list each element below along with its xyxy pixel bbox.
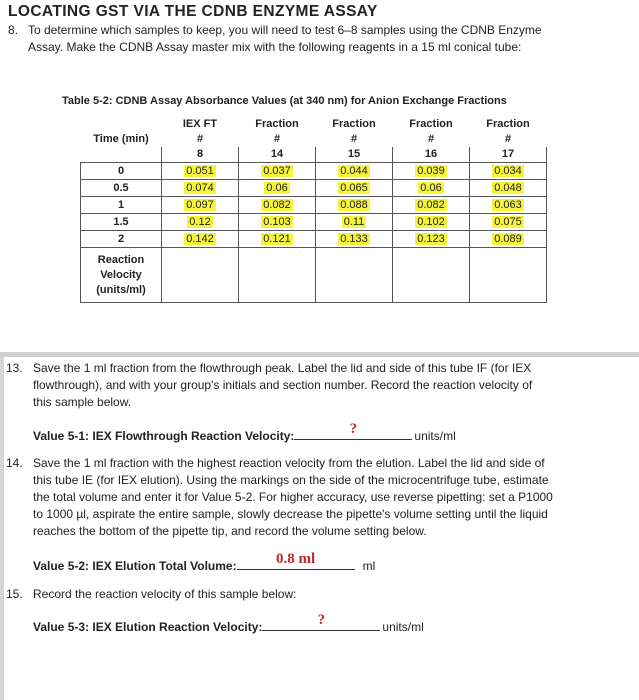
step-text-line: Save the 1 ml fraction with the highest reaction velocity from the elution. Label the lid and side of [33,456,545,470]
absorbance-value: 0.06 [420,182,442,194]
absorbance-value: 0.039 [417,165,445,177]
absorbance-value: 0.082 [417,199,445,211]
absorbance-value: 0.051 [186,165,214,177]
unit-label: units/ml [382,620,424,634]
step-14 [6,455,634,540]
step-text-line: To determine which samples to keep, you will need to test 6–8 samples using the CDNB Enzyme [28,23,542,37]
section-heading: LOCATING GST VIA THE CDNB ENZYME ASSAY [8,3,378,20]
elution-volume-field[interactable] [237,551,355,570]
step-number: 13. [6,361,23,375]
column-header: Fraction [486,118,530,130]
absorbance-value: 0.044 [340,165,368,177]
time-cell: 0 [81,163,162,180]
step-text-line: to 1000 µl, aspirate the entire sample, slowly decrease the pipette's volume setting until the liquid [33,507,548,521]
column-header: IEX FT [182,118,218,130]
absorbance-value: 0.12 [189,216,211,228]
absorbance-value: 0.075 [494,216,522,228]
flowthrough-velocity-field[interactable] [294,421,412,440]
absorbance-value: 0.133 [340,233,368,245]
table-row [81,231,547,248]
step-15 [6,586,634,603]
unit-label: units/ml [414,429,456,443]
absorbance-value: 0.142 [186,233,214,245]
velocity-cell[interactable] [316,248,393,303]
absorbance-value: 0.123 [417,233,445,245]
velocity-cell[interactable] [162,248,239,303]
column-header: 15 [316,147,393,163]
step-text-line: the total volume and enter it for Value 5-2. For higher accuracy, use reverse pipetting: set a P1000 [33,490,553,504]
column-header: Fraction [409,118,453,130]
absorbance-value: 0.097 [186,199,214,211]
velocity-cell[interactable] [239,248,316,303]
absorbance-value: 0.063 [494,199,522,211]
time-cell: 1 [81,197,162,214]
column-header: # [273,133,281,145]
answer-text: 0.8 ml [276,551,316,567]
absorbance-value: 0.103 [263,216,291,228]
column-header: # [504,133,512,145]
absorbance-value: 0.089 [494,233,522,245]
table-title: Table 5-2: CDNB Assay Absorbance Values (at 340 nm) for Anion Exchange Fractions [62,95,507,107]
velocity-cell[interactable] [393,248,470,303]
step-text-line: Save the 1 ml fraction from the flowthrough peak. Label the lid and side of this tube IF (for IEX [33,361,532,375]
column-header: Fraction [332,118,376,130]
value-label: Value 5-1: IEX Flowthrough Reaction Velocity: [33,429,295,443]
step-text-line: Record the reaction velocity of this sample below: [33,587,297,601]
table-row [81,197,547,214]
value-5-1-line [33,421,456,443]
column-header: 8 [162,147,239,163]
velocity-label: Reaction Velocity (units/ml) [81,248,162,303]
column-header: # [350,133,358,145]
velocity-row [81,248,547,303]
unit-label: ml [362,559,376,573]
step-text-line: Assay. Make the CDNB Assay master mix with the following reagents in a 15 ml conical tube: [28,40,522,54]
page-divider [0,352,639,357]
column-header: Fraction [255,118,299,130]
column-header: 17 [470,147,547,163]
value-label: Value 5-3: IEX Elution Reaction Velocity: [33,620,263,634]
table-row [81,214,547,231]
table-row [81,163,547,180]
step-13 [6,360,634,411]
absorbance-value: 0.121 [263,233,291,245]
step-text-line: reaches the bottom of the pipette tip, and record the volume setting below. [33,524,427,538]
velocity-cell[interactable] [470,248,547,303]
elution-velocity-field[interactable] [262,612,380,631]
time-cell: 2 [81,231,162,248]
step-8 [8,22,630,56]
absorbance-value: 0.037 [263,165,291,177]
time-cell: 1.5 [81,214,162,231]
step-number: 15. [6,587,23,601]
value-5-3-line [33,612,424,634]
column-header: # [196,133,204,145]
absorbance-value: 0.11 [343,216,365,228]
value-label: Value 5-2: IEX Elution Total Volume: [33,559,237,573]
time-column-header: Time (min) [93,133,149,145]
step-text-line: flowthrough), and with your group's initials and section number. Record the reaction velocity of [33,378,533,392]
margin-bar [0,357,4,700]
absorbance-value: 0.048 [494,182,522,194]
step-number: 14. [6,456,23,470]
absorbance-value: 0.082 [263,199,291,211]
absorbance-value: 0.102 [417,216,445,228]
column-header: 14 [239,147,316,163]
absorbance-value: 0.088 [340,199,368,211]
absorbance-value: 0.06 [266,182,288,194]
step-number: 8. [8,23,19,37]
column-header: # [427,133,435,145]
absorbance-table [80,117,547,303]
answer-text: ? [349,421,358,437]
value-5-2-line [33,551,376,573]
step-text-line: this sample below. [33,395,132,409]
absorbance-value: 0.034 [494,165,522,177]
table-row [81,180,547,197]
absorbance-value: 0.074 [186,182,214,194]
answer-text: ? [317,612,326,628]
column-header: 16 [393,147,470,163]
absorbance-value: 0.065 [340,182,368,194]
time-cell: 0.5 [81,180,162,197]
step-text-line: this tube IE (for IEX elution). Using the markings on the side of the microcentrifuge tube, estimate [33,473,549,487]
